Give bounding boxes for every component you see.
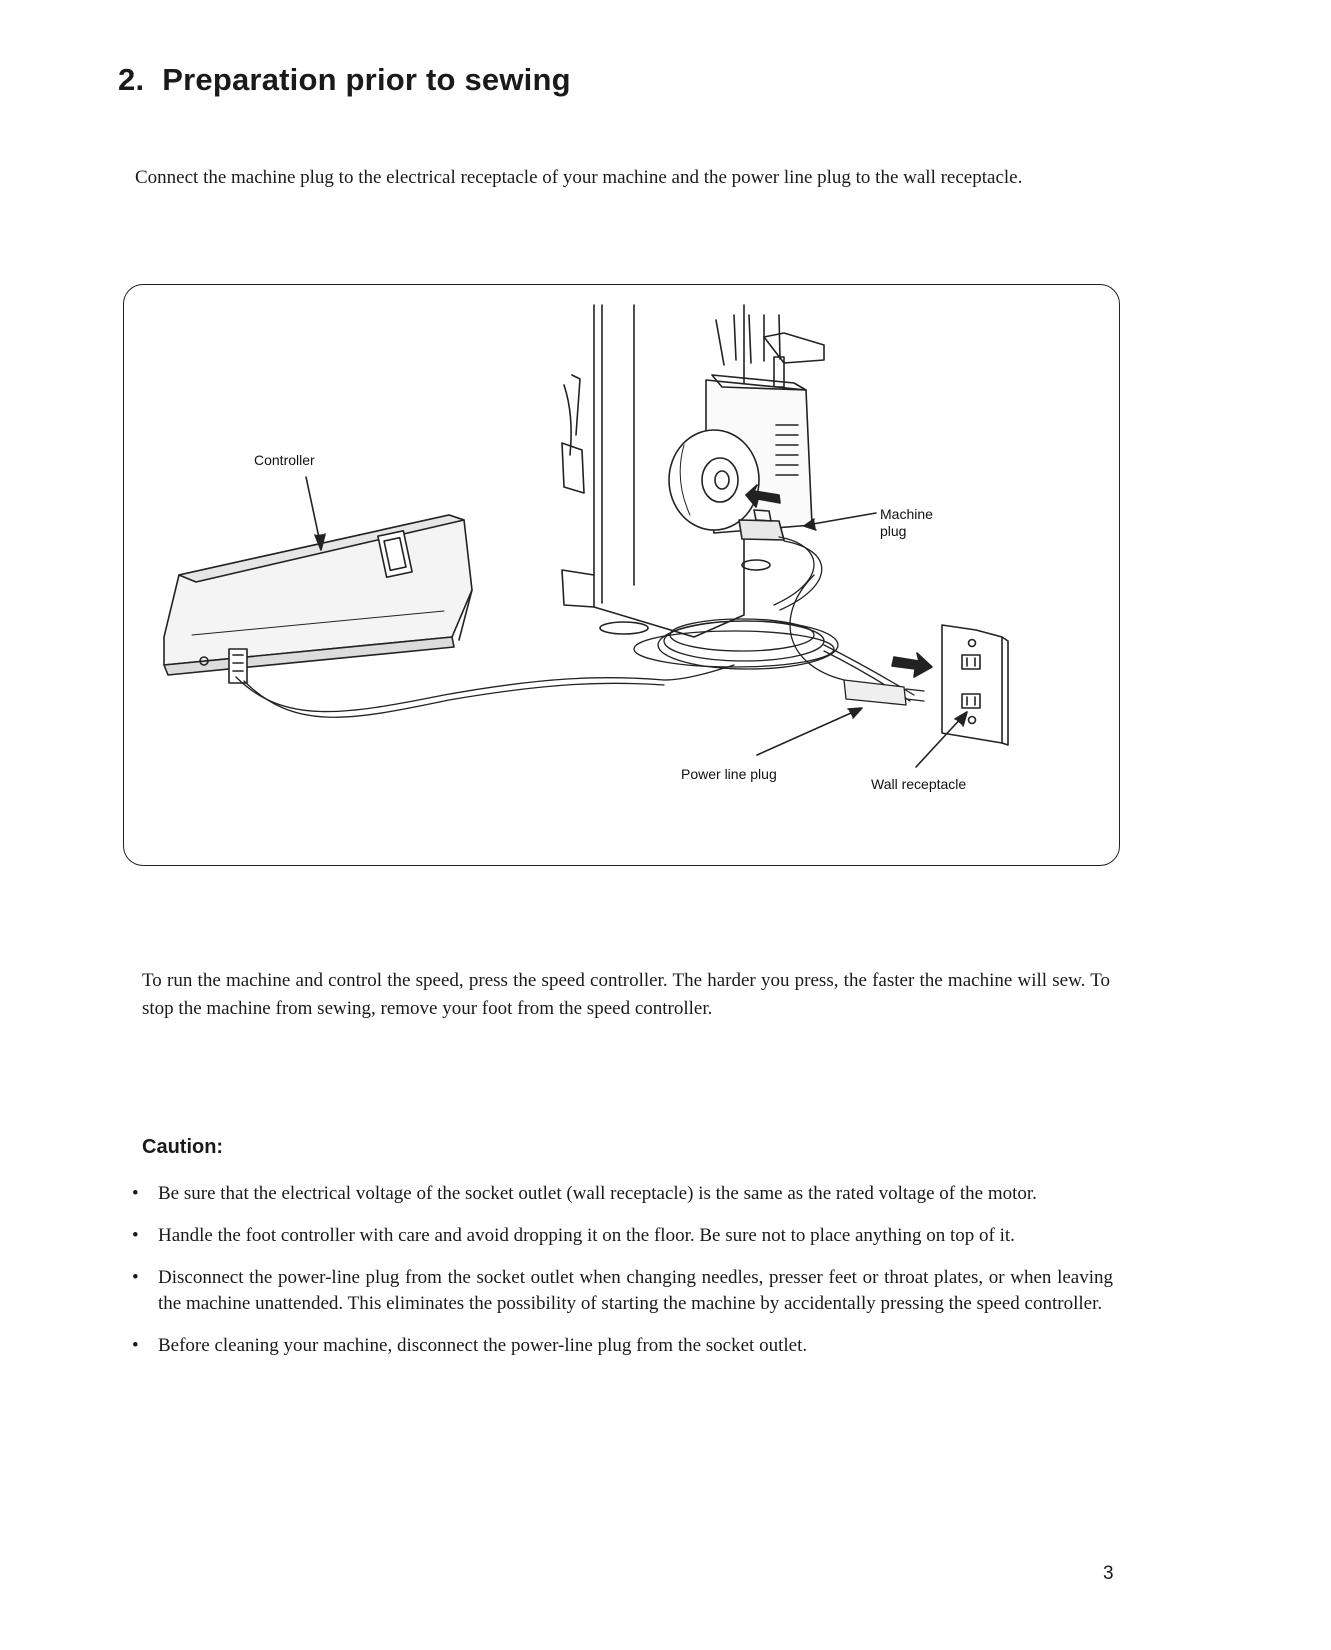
machine-plug-label-line2: plug: [880, 523, 907, 539]
caution-heading: Caution:: [142, 1136, 224, 1158]
machine-plug-label-line1: Machine: [880, 506, 933, 522]
caution-item-text: Before cleaning your machine, disconnect the power-line plug from the socket outlet.: [158, 1335, 808, 1356]
controller-label: Controller: [254, 452, 315, 468]
caution-item-text: Disconnect the power-line plug from the socket outlet when changing needles, presser feet or throat plates, or when leaving the machine unattended. This eliminates the possibility of starting the machine by accidentally pressing the speed controller.: [158, 1267, 1113, 1314]
section-number: 2.: [118, 62, 145, 97]
connection-diagram: [123, 284, 1120, 866]
caution-item-text: Handle the foot controller with care and avoid dropping it on the floor. Be sure not to place anything on top of it.: [158, 1225, 1015, 1246]
bullet: •: [132, 1225, 139, 1246]
caution-item: [128, 1265, 1113, 1317]
caution-item: [128, 1333, 1113, 1359]
wall-receptacle-label: Wall receptacle: [871, 776, 967, 792]
section-title-text: Preparation prior to sewing: [162, 62, 571, 97]
caution-item: [128, 1181, 1113, 1207]
bullet: •: [132, 1267, 139, 1288]
section-title: [118, 62, 571, 98]
intro-paragraph: Connect the machine plug to the electrical receptacle of your machine and the power line plug to the wall receptacle.: [135, 167, 1023, 188]
page-number: 3: [1103, 1563, 1114, 1584]
caution-list: [128, 1181, 1113, 1375]
caution-item-text: Be sure that the electrical voltage of the socket outlet (wall receptacle) is the same as the rated voltage of the motor.: [158, 1183, 1037, 1204]
diagram-illustration: [124, 285, 1121, 867]
power-line-plug-label: Power line plug: [681, 766, 777, 782]
caution-item: [128, 1223, 1113, 1249]
bullet: •: [132, 1183, 139, 1204]
sewing-machine-drawing: [562, 305, 824, 637]
bullet: •: [132, 1335, 139, 1356]
run-paragraph: To run the machine and control the speed, press the speed controller. The harder you press, the faster the machine will sew. To stop the machine from sewing, remove your foot from the speed controller.: [142, 970, 1110, 1019]
